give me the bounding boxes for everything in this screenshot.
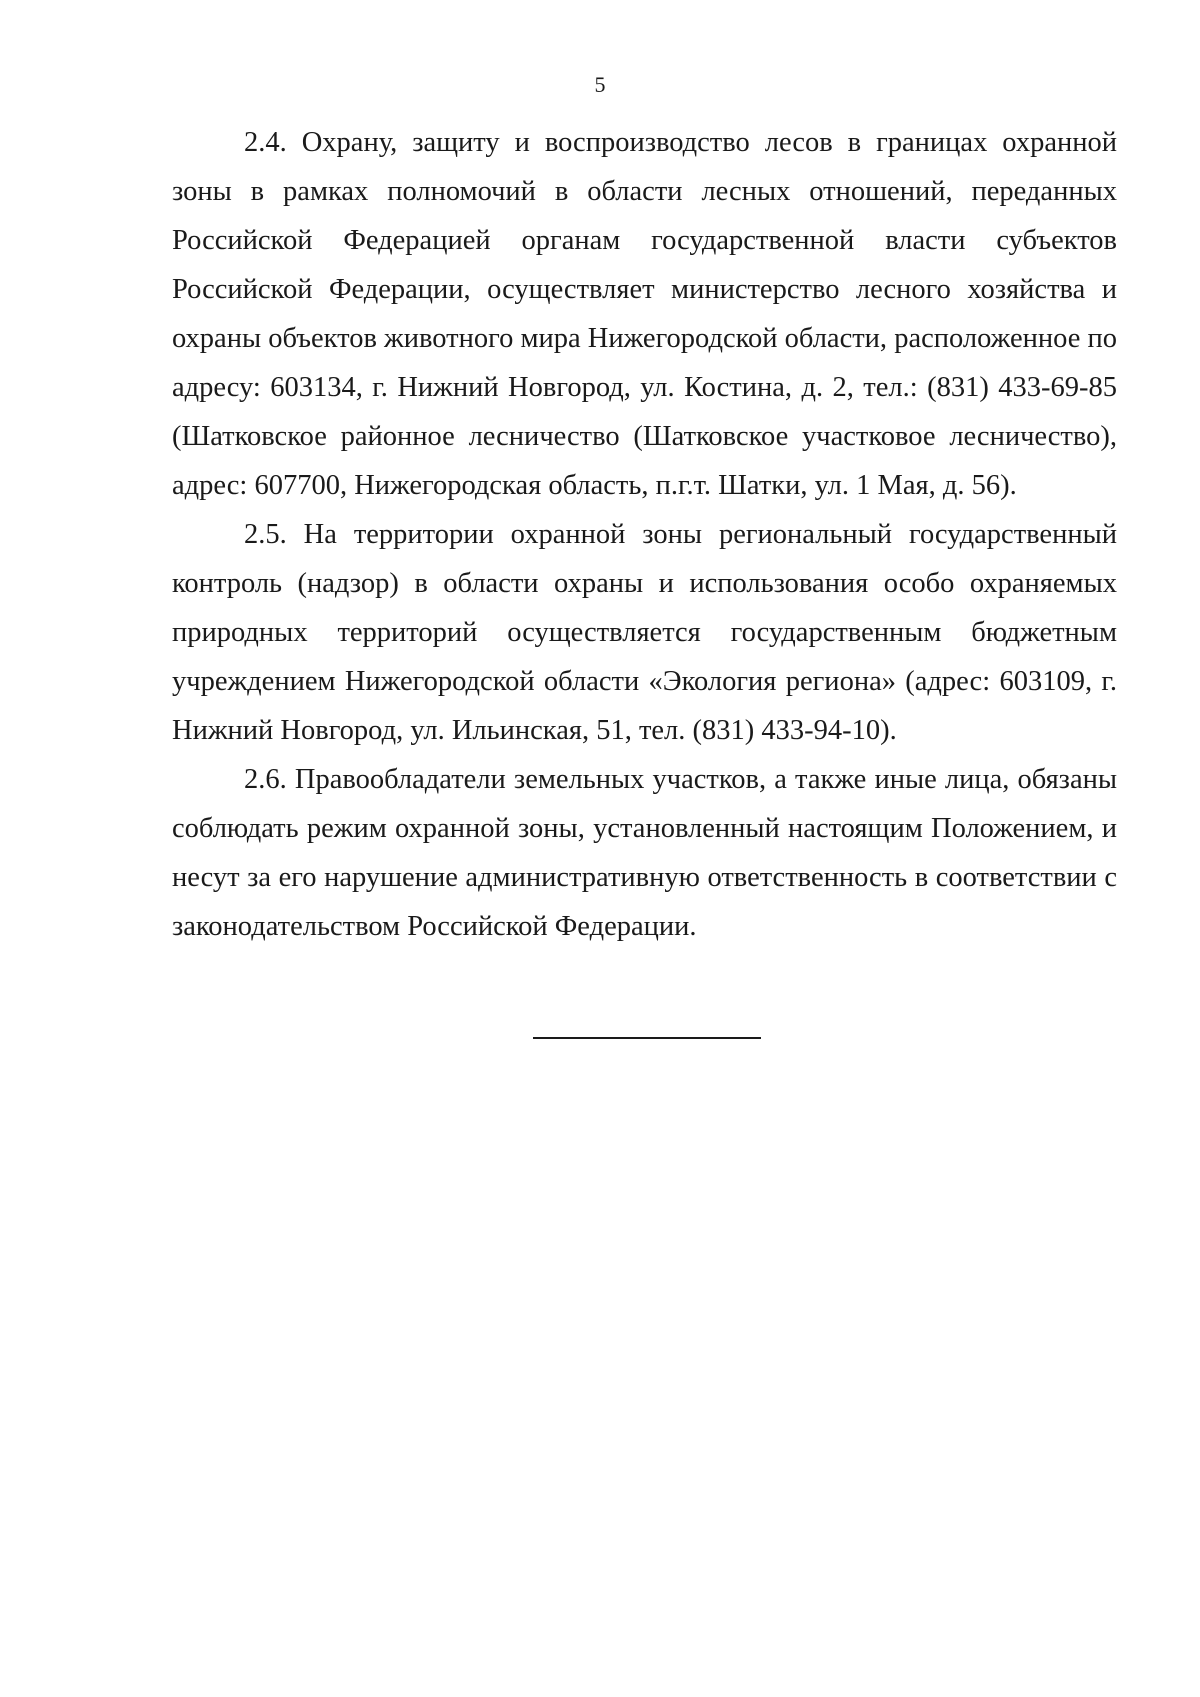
document-body <box>172 118 1117 951</box>
page-number: 5 <box>594 72 606 97</box>
paragraph-2-6: 2.6. Правообладатели земельных участков, а также иные лица, обязаны соблюдать режим охранной зоны, установленный настоящим Положением, и несут за его нарушение административную ответственность в соответствии с законодательством Российской Федерации. <box>172 764 1117 942</box>
end-divider-line <box>533 1037 761 1039</box>
paragraph-2-4: 2.4. Охрану, защиту и воспроизводство лесов в границах охранной зоны в рамках полномочий в области лесных отношений, переданных Российской Федерацией органам государственной власти субъектов Российской Федерации, осуществляет министерство лесного хозяйства и охраны объектов животного мира Нижегородской области, расположенное по адресу: 603134, г. Нижний Новгород, ул. Костина, д. 2, тел.: (831) 433-69-85 (Шатковское районное лесничество (Шатковское участковое лесничество), адрес: 607700, Нижегородская область, п.г.т. Шатки, ул. 1 Мая, д. 56). <box>172 127 1117 501</box>
paragraph-2-5: 2.5. На территории охранной зоны региональный государственный контроль (надзор) в области охраны и использования особо охраняемых природных территорий осуществляется государственным бюджетным учреждением Нижегородской области «Экология региона» (адрес: 603109, г. Нижний Новгород, ул. Ильинская, 51, тел. (831) 433-94-10). <box>172 519 1117 746</box>
